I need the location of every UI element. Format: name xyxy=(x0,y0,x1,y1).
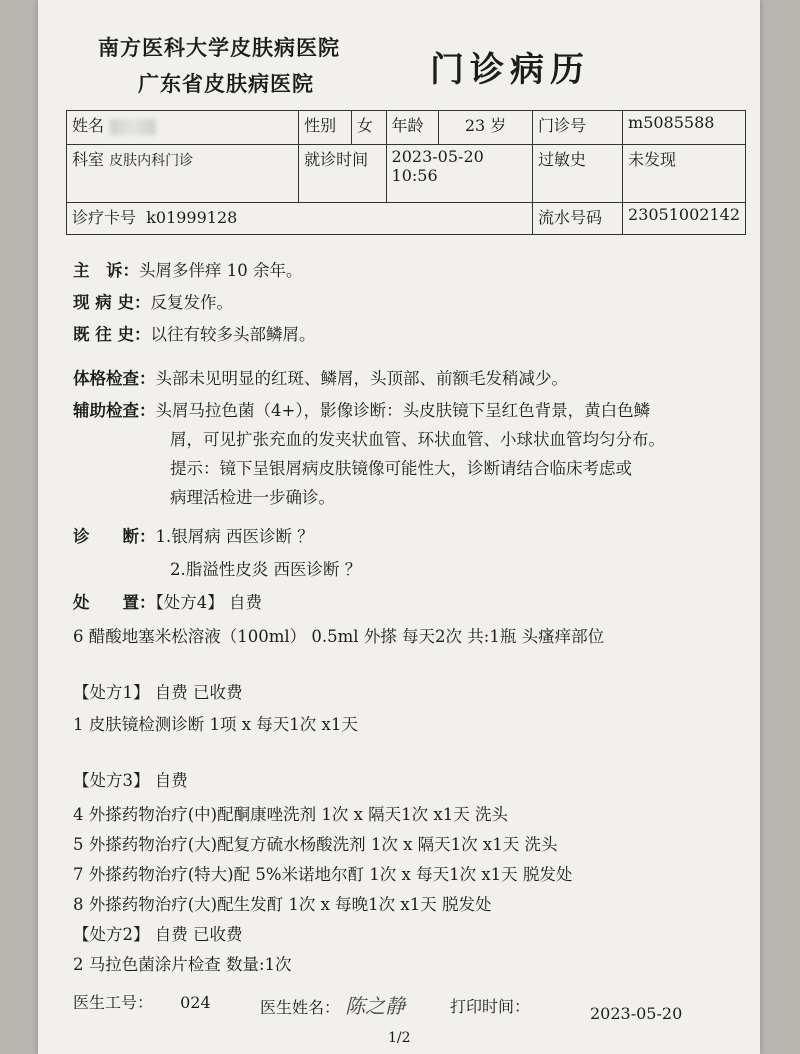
print-date: 2023-05-20 xyxy=(590,1004,683,1023)
dept-value: 皮肤内科门诊 xyxy=(109,153,194,169)
auxiliary-exam-line: 屑，可见扩张充血的发夹状血管、环状血管、小球状血管均匀分布。 xyxy=(170,430,665,449)
auxiliary-exam-line: 提示：镜下呈银屑病皮肤镜像可能性大，诊断请结合临床考虑或 xyxy=(170,459,632,478)
prescription-1-head: 【处方1】 自费 已收费 xyxy=(73,683,243,702)
sex-label: 性别 xyxy=(304,116,337,135)
prescription-4-head: 【处方4】 自费 xyxy=(155,593,262,612)
print-time xyxy=(450,994,530,1017)
prescription-item: 1 皮肤镜检测诊断 1项 x 每天1次 x1天 xyxy=(73,715,358,734)
record-title: 门诊病历 xyxy=(430,50,590,90)
serial-value: 23051002142 xyxy=(628,205,740,224)
auxiliary-exam-line: 头屑马拉色菌（4+），影像诊断：头皮肤镜下呈红色背景，黄白色鳞 xyxy=(155,401,651,420)
auxiliary-exam-line: 病理活检进一步确诊。 xyxy=(170,488,335,507)
hospital-name-line2: 广东省皮肤病医院 xyxy=(138,71,314,96)
diagnosis-label: 诊 断： xyxy=(73,527,156,546)
allergy-label: 过敏史 xyxy=(538,150,587,169)
sex-value: 女 xyxy=(356,116,373,135)
physical-exam xyxy=(73,364,568,393)
age-label: 年龄 xyxy=(391,116,424,135)
prescription-3-head: 【处方3】 自费 xyxy=(73,771,188,790)
visit-time-label: 就诊时间 xyxy=(304,150,369,169)
prescription-item: 7 外搽药物治疗(特大)配 5%米诺地尔酊 1次 x 每天1次 x1天 脱发处 xyxy=(73,865,573,884)
present-illness-label: 现 病 史： xyxy=(73,293,151,312)
prescription-4-item: 6 醋酸地塞米松溶液（100ml） 0.5ml 外搽 每天2次 共:1瓶 头瘙痒部位 xyxy=(73,627,605,646)
chief-complaint-text: 头屑多伴痒 10 余年。 xyxy=(139,261,303,280)
page-number: 1/2 xyxy=(388,1030,411,1046)
diagnosis-line: 1.银屑病 西医诊断 ？ xyxy=(155,527,314,546)
visit-time: 10:56 xyxy=(391,166,438,185)
age-value: 23 岁 xyxy=(464,116,507,135)
hospital-name-line1: 南方医科大学皮肤病医院 xyxy=(98,35,340,60)
card-value: k01999128 xyxy=(146,208,238,227)
present-illness-text: 反复发作。 xyxy=(150,293,233,312)
prescription-item: 8 外搽药物治疗(大)配生发酊 1次 x 每晚1次 x1天 脱发处 xyxy=(73,895,492,914)
diagnosis-line: 2.脂溢性皮炎 西医诊断 ？ xyxy=(170,560,362,579)
prescription-2-head: 【处方2】 自费 已收费 xyxy=(73,925,243,944)
chief-complaint-label: 主 诉： xyxy=(73,261,139,280)
physical-exam-text: 头部未见明显的红斑、鳞屑，头顶部、前额毛发稍减少。 xyxy=(155,369,568,388)
diagnosis xyxy=(73,522,361,584)
prescription-item: 5 外搽药物治疗(大)配复方硫水杨酸洗剂 1次 x 隔天1次 x1天 洗头 xyxy=(73,835,558,854)
doctor-id-label: 医生工号： xyxy=(73,993,154,1012)
present-illness xyxy=(73,288,233,317)
visit-date: 2023-05-20 xyxy=(391,147,484,166)
outpatient-no-value: m5085588 xyxy=(628,113,715,132)
past-history xyxy=(73,320,316,349)
doctor-signature: 陈之静 xyxy=(345,994,406,1018)
treatment-label: 处 置： xyxy=(73,593,156,612)
dept-label: 科室 xyxy=(72,150,105,169)
treatment xyxy=(73,588,262,617)
auxiliary-exam xyxy=(73,396,665,512)
card-label: 诊疗卡号 xyxy=(72,208,137,227)
name-label: 姓名 xyxy=(72,116,105,135)
medical-record-sheet xyxy=(38,0,760,1054)
serial-label: 流水号码 xyxy=(538,208,603,227)
past-history-text: 以往有较多头部鳞屑。 xyxy=(150,325,316,344)
redacted-name xyxy=(110,119,156,135)
past-history-label: 既 往 史： xyxy=(73,325,151,344)
chief-complaint xyxy=(73,256,303,285)
doctor-name xyxy=(260,990,405,1019)
outpatient-no-label: 门诊号 xyxy=(538,116,587,135)
allergy-value: 未发现 xyxy=(628,150,677,169)
auxiliary-exam-label: 辅助检查： xyxy=(73,401,156,420)
prescription-item: 4 外搽药物治疗(中)配酮康唑洗剂 1次 x 隔天1次 x1天 洗头 xyxy=(73,805,508,824)
doctor-id-value: 024 xyxy=(180,993,211,1012)
print-time-label: 打印时间： xyxy=(450,997,531,1016)
patient-info-table xyxy=(66,110,746,235)
physical-exam-label: 体格检查： xyxy=(73,369,156,388)
doctor-id xyxy=(73,990,211,1013)
doctor-name-label: 医生姓名： xyxy=(260,998,341,1017)
prescription-item: 2 马拉色菌涂片检查 数量:1次 xyxy=(73,955,292,974)
